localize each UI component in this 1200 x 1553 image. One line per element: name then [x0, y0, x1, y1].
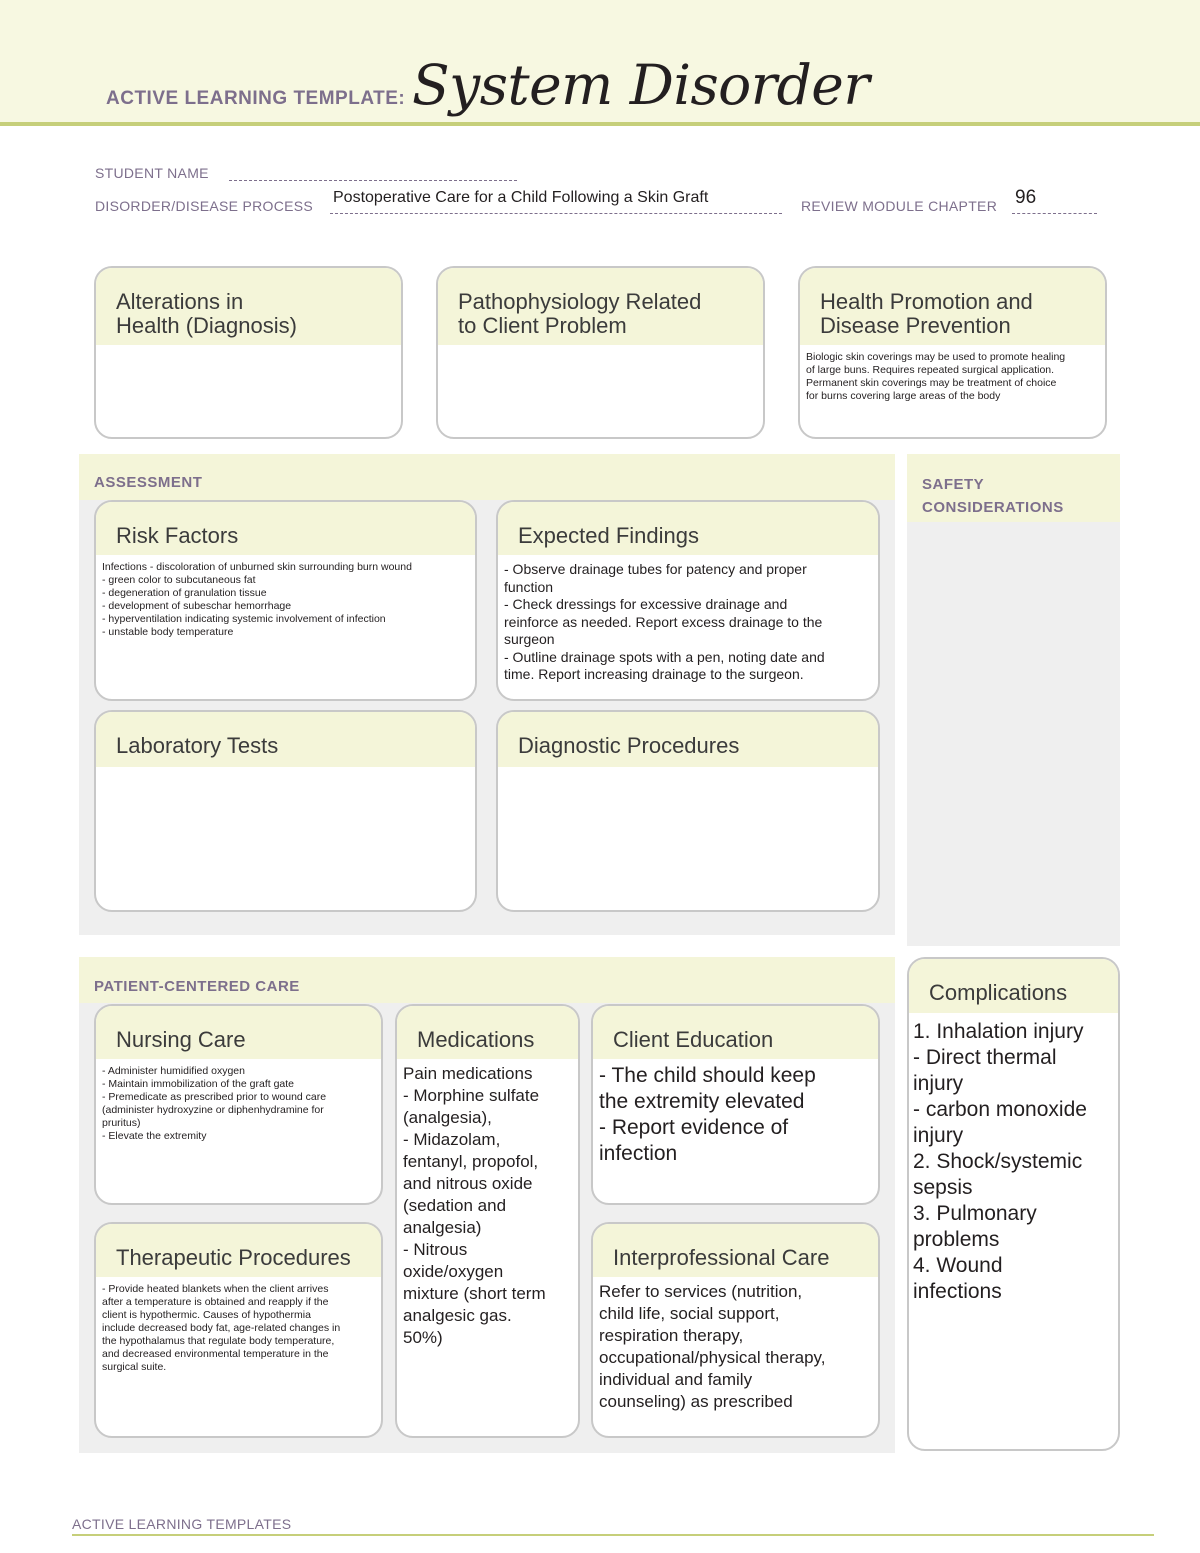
chapter-label: REVIEW MODULE CHAPTER: [801, 198, 998, 214]
body-line: Biologic skin coverings may be used to promote healing: [806, 351, 1066, 363]
body-line: oxide/oxygen: [403, 1262, 504, 1281]
complications-title: Complications: [909, 959, 1118, 1013]
body-line: - carbon monoxide: [913, 1098, 1087, 1121]
body-line: - Outline drainage spots with a pen, noting date and: [504, 648, 825, 665]
footer-rule: [72, 1534, 1154, 1536]
body-line: child life, social support,: [599, 1304, 780, 1323]
expected-findings-title: Expected Findings: [498, 502, 878, 555]
body-line: - Morphine sulfate: [403, 1086, 540, 1105]
body-line: 1. Inhalation injury: [913, 1020, 1084, 1043]
body-line: counseling) as prescribed: [599, 1392, 793, 1411]
body-line: 3. Pulmonary: [913, 1202, 1037, 1225]
interprofessional-care-card: [591, 1222, 880, 1438]
safety-label-line2: CONSIDERATIONS: [922, 499, 1064, 516]
body-line: - degeneration of granulation tissue: [102, 587, 267, 599]
body-line: reinforce as needed. Report excess drainage to the: [504, 613, 823, 630]
alterations-card: [94, 266, 403, 439]
body-line: for burns covering large areas of the body: [806, 390, 1001, 402]
body-line: individual and family: [599, 1370, 753, 1389]
alterations-header: [96, 268, 401, 345]
risk-factors-card: [94, 500, 477, 701]
alterations-title-line2: Health (Diagnosis): [116, 313, 297, 338]
body-line: the extremity elevated: [599, 1090, 805, 1113]
client-education-title: Client Education: [593, 1006, 878, 1059]
diagnostic-procedures-card: [496, 710, 880, 912]
complications-body[interactable]: [909, 1013, 1118, 1309]
client-education-body[interactable]: [593, 1059, 878, 1171]
laboratory-tests-card: [94, 710, 477, 912]
body-line: the hypothalamus that regulate body temperature,: [102, 1335, 335, 1347]
safety-label-line1: SAFETY: [922, 476, 985, 493]
assessment-label: ASSESSMENT: [94, 474, 203, 491]
body-line: - The child should keep: [599, 1064, 816, 1087]
diagnostic-procedures-title: Diagnostic Procedures: [498, 712, 878, 767]
expected-findings-body[interactable]: [498, 555, 878, 688]
body-line: - development of subeschar hemorrhage: [102, 600, 292, 612]
interprofessional-care-body[interactable]: [593, 1277, 878, 1417]
body-line: - Observe drainage tubes for patency and proper: [504, 561, 807, 577]
medications-title: Medications: [397, 1006, 578, 1059]
body-line: occupational/physical therapy,: [599, 1348, 826, 1367]
body-line: sepsis: [913, 1176, 973, 1199]
body-line: - Check dressings for excessive drainage and: [504, 596, 788, 612]
health-promotion-body[interactable]: [800, 345, 1105, 407]
medications-body[interactable]: [397, 1059, 578, 1353]
body-line: client is hypothermic. Causes of hypothermia: [102, 1309, 311, 1321]
body-line: analgesic gas.: [403, 1306, 512, 1325]
nursing-care-card: [94, 1004, 383, 1205]
health-promotion-title-line2: Disease Prevention: [820, 313, 1011, 338]
body-line: respiration therapy,: [599, 1326, 744, 1345]
pathophysiology-body[interactable]: [438, 345, 763, 353]
body-line: - Maintain immobilization of the graft gate: [102, 1078, 295, 1090]
body-line: - hyperventilation indicating systemic involvement of infection: [102, 613, 386, 625]
body-line: - Direct thermal: [913, 1046, 1057, 1069]
nursing-care-title: Nursing Care: [96, 1006, 381, 1059]
body-line: and decreased environmental temperature in the: [102, 1348, 329, 1360]
body-line: - Administer humidified oxygen: [102, 1065, 245, 1077]
interprofessional-care-title: Interprofessional Care: [593, 1224, 878, 1277]
risk-factors-body[interactable]: [96, 555, 475, 643]
alterations-title-line1: Alterations in: [116, 289, 244, 314]
expected-findings-card: [496, 500, 880, 701]
body-line: - unstable body temperature: [102, 626, 234, 638]
pathophysiology-card: [436, 266, 765, 439]
body-line: - Report evidence of: [599, 1116, 789, 1139]
health-promotion-card: [798, 266, 1107, 439]
body-line: 2. Shock/systemic: [913, 1150, 1083, 1173]
body-line: - Premedicate as prescribed prior to wound care: [102, 1091, 327, 1103]
body-line: after a temperature is obtained and reapply if the: [102, 1296, 329, 1308]
diagnostic-procedures-body[interactable]: [498, 767, 878, 775]
body-line: include decreased body fat, age-related changes in: [102, 1322, 341, 1334]
student-name-line: [229, 180, 517, 181]
body-line: and nitrous oxide: [403, 1174, 533, 1193]
body-line: surgeon: [504, 631, 555, 647]
client-education-card: [591, 1004, 880, 1205]
student-name-label: STUDENT NAME: [95, 165, 209, 181]
safety-panel[interactable]: [907, 454, 1120, 946]
header-rule: [0, 122, 1200, 126]
body-line: (administer hydroxyzine or diphenhydramine for: [102, 1104, 324, 1116]
body-line: time. Report increasing drainage to the surgeon.: [504, 666, 804, 682]
body-line: - Elevate the extremity: [102, 1130, 207, 1142]
body-line: function: [504, 578, 554, 595]
body-line: injury: [913, 1072, 964, 1095]
chapter-line: [1012, 213, 1097, 214]
body-line: injury: [913, 1124, 964, 1147]
therapeutic-procedures-body[interactable]: [96, 1277, 381, 1378]
body-line: Pain medications: [403, 1064, 533, 1083]
nursing-care-body[interactable]: [96, 1059, 381, 1147]
body-line: infections: [913, 1280, 1002, 1303]
body-line: of large buns. Requires repeated surgical application.: [806, 364, 1055, 376]
safety-label: [922, 473, 1064, 519]
body-line: Refer to services (nutrition,: [599, 1282, 803, 1301]
risk-factors-title: Risk Factors: [96, 502, 475, 555]
laboratory-tests-title: Laboratory Tests: [96, 712, 475, 767]
body-line: Permanent skin coverings may be treatment of choice: [806, 377, 1057, 389]
pathophysiology-header: [438, 268, 763, 345]
body-line: infection: [599, 1142, 678, 1165]
template-label: ACTIVE LEARNING TEMPLATE:: [106, 88, 406, 109]
therapeutic-procedures-card: [94, 1222, 383, 1438]
patient-care-label: PATIENT-CENTERED CARE: [94, 978, 300, 995]
body-line: analgesia): [403, 1218, 482, 1237]
body-line: mixture (short term: [403, 1284, 546, 1303]
body-line: 50%): [403, 1328, 443, 1347]
pathophysiology-title-line2: to Client Problem: [458, 313, 627, 338]
pathophysiology-title-line1: Pathophysiology Related: [458, 289, 702, 314]
complications-card: [907, 957, 1120, 1451]
body-line: pruritus): [102, 1117, 141, 1129]
chapter-field[interactable]: 96: [1015, 187, 1037, 208]
health-promotion-title-line1: Health Promotion and: [820, 289, 1033, 314]
page-title: System Disorder: [412, 53, 870, 117]
body-line: surgical suite.: [102, 1361, 167, 1373]
health-promotion-header: [800, 268, 1105, 345]
body-line: fentanyl, propofol,: [403, 1152, 539, 1171]
alterations-body[interactable]: [96, 345, 401, 353]
therapeutic-procedures-title: Therapeutic Procedures: [96, 1224, 381, 1277]
disorder-field[interactable]: Postoperative Care for a Child Following a Skin Graft: [333, 189, 709, 206]
body-line: 4. Wound: [913, 1254, 1003, 1277]
body-line: (sedation and: [403, 1196, 507, 1215]
body-line: problems: [913, 1228, 1000, 1251]
footer-text: ACTIVE LEARNING TEMPLATES: [72, 1516, 292, 1532]
body-line: - green color to subcutaneous fat: [102, 574, 256, 586]
disorder-label: DISORDER/DISEASE PROCESS: [95, 198, 314, 214]
body-line: Infections - discoloration of unburned skin surrounding burn wound: [102, 561, 412, 573]
body-line: - Midazolam,: [403, 1130, 501, 1149]
body-line: (analgesia),: [403, 1108, 492, 1127]
body-line: - Provide heated blankets when the client arrives: [102, 1283, 329, 1295]
laboratory-tests-body[interactable]: [96, 767, 475, 775]
medications-card: [395, 1004, 580, 1438]
body-line: - Nitrous: [403, 1240, 468, 1259]
disorder-line: [330, 213, 782, 214]
